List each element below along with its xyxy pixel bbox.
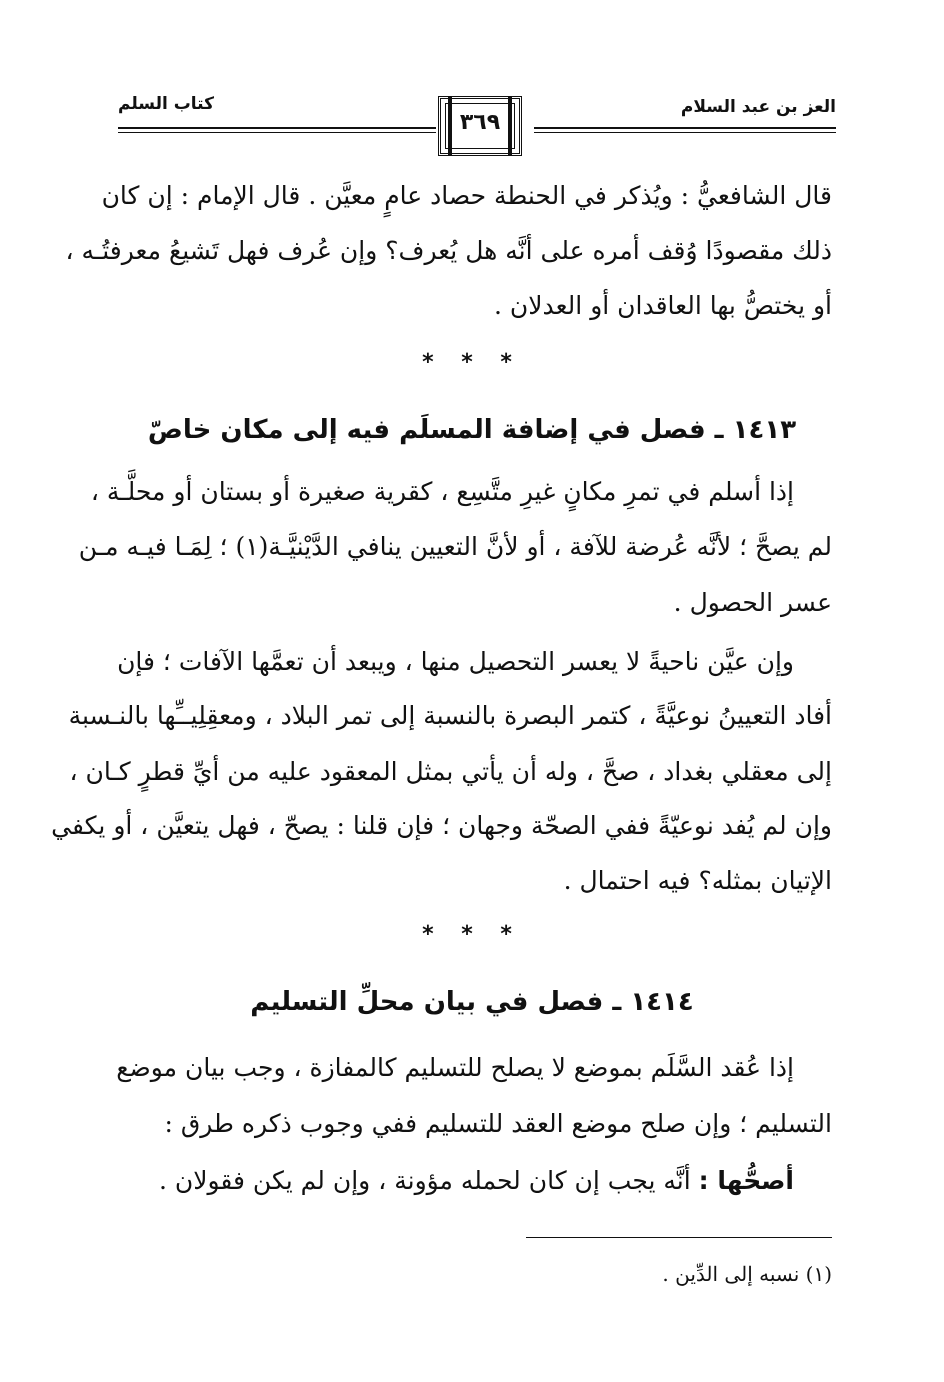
text-line: وإن عيَّن ناحيةً لا يعسر التحصيل منها ، ويبعد أن تعمَّها الآفات ؛ فإن <box>117 647 794 676</box>
text-line: التسليم ؛ وإن صلح موضع العقد للتسليم ففي وجوب ذكره طرق : <box>164 1109 832 1138</box>
text-line: عسر الحصول . <box>673 588 832 617</box>
text-line: وإن لم يُفد نوعيّةً ففي الصحّة وجهان ؛ فإن قلنا : يصحّ ، فهل يتعيَّن ، أو يكفي <box>51 811 832 840</box>
text-line: أفاد التعيينُ نوعيَّةً ، كتمر البصرة بالنسبة إلى تمر البلاد ، ومعقِلِيــِّها بالنـسبة <box>68 701 832 730</box>
running-header-book: كتاب السلم <box>118 94 214 114</box>
text-line: الإتيان بمثله؟ فيه احتمال . <box>563 866 832 895</box>
section-heading: ١٤١٣ ـ فصل في إضافة المسلَم فيه إلى مكان خاصّ <box>147 415 797 445</box>
section-separator: * * * <box>422 350 522 375</box>
header-rule-right-thin <box>534 132 836 133</box>
running-header-author: العز بن عبد السلام <box>680 97 836 117</box>
text-line: أو يختصُّ بها العاقدان أو العدلان . <box>493 291 832 320</box>
line-rest: أنَّه يجب إن كان لحمله مؤونة ، وإن لم يكن فقولان . <box>158 1166 699 1195</box>
section-heading: ١٤١٤ ـ فصل في بيان محلِّ التسليم <box>250 987 694 1017</box>
page-number-box <box>438 96 522 156</box>
text-line: ذلك مقصودًا وُقف أمره على أنَّه هل يُعرف؟ وإن عُرف فهل تَشيعُ معرفتُـه ، <box>65 236 832 265</box>
text-line: لم يصحَّ ؛ لأنَّه عُرضة للآفة ، أو لأنَّ التعيين ينافي الدَّيْنيَّـة(١) ؛ لِمَـا فيـه مـن <box>78 532 832 561</box>
text-line: إذا أسلم في تمرِ مكانٍ غيرِ متَّسِع ، كقرية صغيرة أو بستان أو محلَّـة ، <box>90 477 794 506</box>
header-rule-left-thin <box>118 132 436 133</box>
footnote: (١) نسبه إلى الدِّين . <box>662 1262 832 1286</box>
section-separator: * * * <box>422 922 522 947</box>
bold-lead-word: أصحُّها : <box>698 1166 794 1195</box>
text-line: إذا عُقد السَّلَم بموضع لا يصلح للتسليم كالمفازة ، وجب بيان موضع <box>116 1053 794 1082</box>
header-rule-right <box>534 127 836 129</box>
text-line: إلى معقلي بغداد ، صحَّ ، وله أن يأتي بمثل المعقود عليه من أيِّ قطرٍ كـان ، <box>69 757 832 786</box>
text-line: قال الشافعيُّ : ويُذكر في الحنطة حصاد عامٍ معيَّن . قال الإمام : إن كان <box>101 181 832 210</box>
page-number: ٣٦٩ <box>459 110 501 135</box>
header-rule-left <box>118 127 436 129</box>
text-line <box>112 1161 794 1201</box>
footnote-rule <box>526 1237 832 1238</box>
